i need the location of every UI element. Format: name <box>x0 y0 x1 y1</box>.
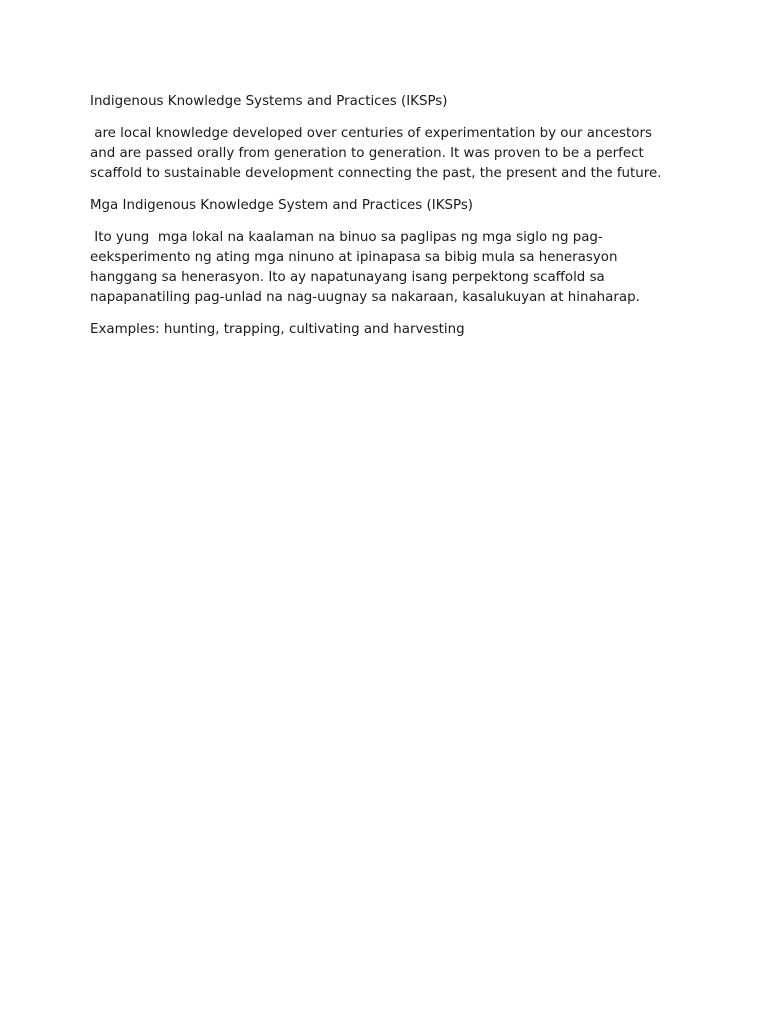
heading-filipino: Mga Indigenous Knowledge System and Practices (IKSPs) <box>90 198 474 213</box>
paragraph-english: are local knowledge developed over centuries of experimentation by our ancestors and are passed orally from generation to generation. It was proven to be a perfect scaffold to sustainable development connecting the past, the present and the future. <box>90 126 662 181</box>
heading-english: Indigenous Knowledge Systems and Practices (IKSPs) <box>90 94 448 109</box>
document-body <box>90 92 680 352</box>
examples-line: Examples: hunting, trapping, cultivating and harvesting <box>90 322 465 337</box>
paragraph-filipino: Ito yung mga lokal na kaalaman na binuo sa paglipas ng mga siglo ng pag-eeksperimento ng ating mga ninuno at ipinapasa sa bibig mula sa henerasyon hanggang sa henerasyon. Ito ay napatunayang isang perpektong scaffold sa napapanatiling pag-unlad na nag-uugnay sa nakaraan, kasalukuyan at hinaharap. <box>90 230 640 305</box>
